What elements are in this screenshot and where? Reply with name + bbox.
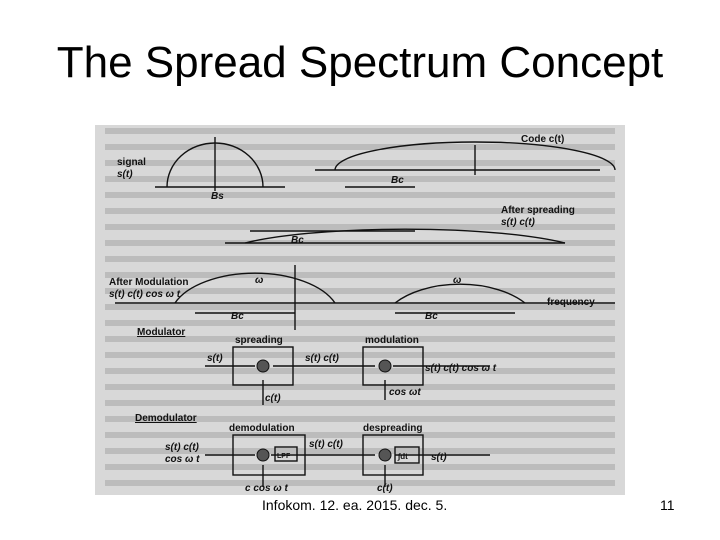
slide-footer: Infokom. 12. ea. 2015. dec. 5. xyxy=(262,497,448,513)
despreading-multiplier-icon xyxy=(379,449,391,461)
lpf-label: LPF xyxy=(277,453,291,460)
mod-cos-label: cos ωt xyxy=(389,387,421,398)
demodulation-label: demodulation xyxy=(229,423,295,434)
page-number: 11 xyxy=(660,497,675,513)
spreading-multiplier-icon xyxy=(257,360,269,372)
spreading-label: spreading xyxy=(235,335,283,346)
frequency-label: frequency xyxy=(547,297,595,308)
mod-input-label: s(t) xyxy=(207,353,223,364)
bc-code-label: Bc xyxy=(391,175,404,186)
spread-spectrum-diagram xyxy=(95,125,625,495)
modulation-label: modulation xyxy=(365,335,419,346)
bc-left-label: Bc xyxy=(231,311,244,322)
demod-input-cos-label: cos ω t xyxy=(165,454,200,465)
omega-left-label: ω xyxy=(255,275,264,286)
demod-ct-label: c(t) xyxy=(377,483,393,494)
mod-ct-label: c(t) xyxy=(265,393,281,404)
demodulation-multiplier-icon xyxy=(257,449,269,461)
after-spreading-expr-label: s(t) c(t) xyxy=(501,217,535,228)
modulation-multiplier-icon xyxy=(379,360,391,372)
bs-label: Bs xyxy=(211,191,224,202)
code-label: Code c(t) xyxy=(521,134,565,145)
mod-mid-label: s(t) c(t) xyxy=(305,353,339,364)
demod-mid-label: s(t) c(t) xyxy=(309,439,343,450)
after-modulation-label: After Modulation xyxy=(109,277,189,288)
omega-right-label: ω xyxy=(453,275,462,286)
despreading-label: despreading xyxy=(363,423,423,434)
after-spreading-label: After spreading xyxy=(501,205,575,216)
signal-label: signal xyxy=(117,157,146,168)
bc-right-label: Bc xyxy=(425,311,438,322)
after-modulation-expr-label: s(t) c(t) cos ω t xyxy=(109,289,181,300)
integrator-label: ∫dt xyxy=(398,452,408,461)
slide-title: The Spread Spectrum Concept xyxy=(56,38,664,87)
demodulator-label: Demodulator xyxy=(135,413,197,424)
demod-input-label: s(t) c(t) xyxy=(165,442,199,453)
mod-output-label: s(t) c(t) cos ω t xyxy=(425,363,497,374)
demod-output-label: s(t) xyxy=(431,452,447,463)
demod-cos-label: c cos ω t xyxy=(245,483,288,494)
bc-spread-label: Bc xyxy=(291,235,304,246)
modulator-label: Modulator xyxy=(137,327,186,338)
scanned-figure xyxy=(95,125,625,495)
signal-expr-label: s(t) xyxy=(117,169,133,180)
